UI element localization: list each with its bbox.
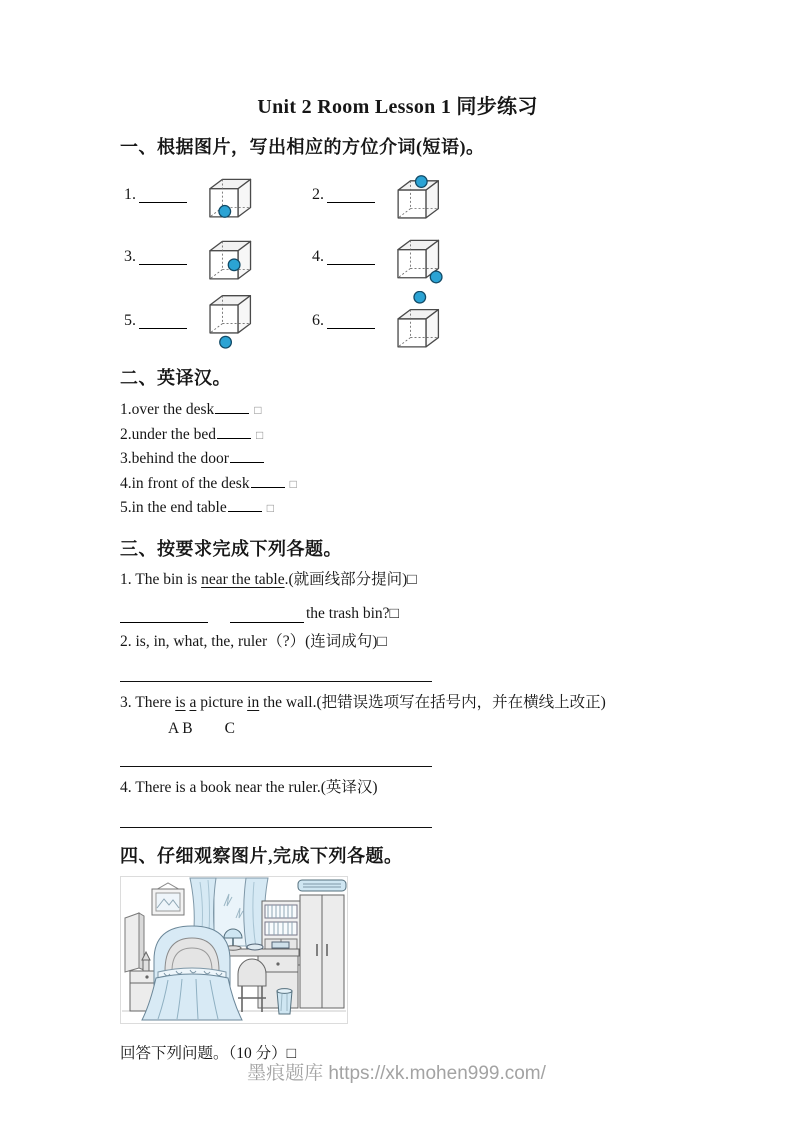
cube-exercise-item xyxy=(312,167,592,223)
question-text: the wall.(把错误选项写在括号内，并在横线上改正) xyxy=(259,693,606,711)
answer-blank xyxy=(327,313,375,329)
cube-exercise-item xyxy=(124,167,312,223)
preposition-cube-figure xyxy=(202,170,260,220)
trash-bin xyxy=(277,988,292,1013)
choice-labels xyxy=(168,720,675,738)
answer-blank xyxy=(217,423,251,439)
page-title: Unit 2 Room Lesson 1 同步练习 xyxy=(257,96,538,118)
answer-blank xyxy=(327,249,375,265)
question-text: 3. There xyxy=(120,693,176,711)
wardrobe xyxy=(300,895,344,1008)
item-text: 5.in the end table xyxy=(120,499,227,516)
answer-blank xyxy=(230,447,264,463)
answer-rule xyxy=(120,811,432,828)
answer-blank xyxy=(139,187,187,203)
preposition-cube-figure xyxy=(202,291,260,350)
underlined-word-a: is xyxy=(175,693,186,711)
item-text: 3.behind the door xyxy=(120,450,229,467)
question-text: .(就画线部分提问)□ xyxy=(284,570,417,588)
item-number: 5. xyxy=(124,311,136,329)
bowl xyxy=(247,944,263,950)
item-number: 6. xyxy=(312,311,324,329)
section1-heading: 一、根据图片，写出相应的方位介词(短语)。 xyxy=(120,137,485,157)
item-number: 2. xyxy=(312,186,324,203)
cube-exercise-item xyxy=(124,229,312,285)
answer-blank xyxy=(228,496,262,512)
section4-instruction: 回答下列问题。（10 分）□ xyxy=(120,1044,296,1062)
answer-blank xyxy=(120,607,208,623)
preposition-cube-figure xyxy=(390,291,448,350)
cube-exercise-item xyxy=(312,229,592,285)
answer-blank xyxy=(215,398,249,414)
placeholder-box: □ xyxy=(254,403,262,417)
list-item xyxy=(120,398,675,423)
placeholder-box: □ xyxy=(255,427,264,442)
question-2: 2. is, in, what, the, ruler（?）(连词成句)□ xyxy=(120,632,387,650)
preposition-cube-figure xyxy=(390,170,448,221)
answer-blank xyxy=(139,249,187,265)
underlined-phrase: near the table xyxy=(201,570,285,588)
footer-watermark: 墨痕题库 https://xk.mohen999.com/ xyxy=(247,1063,546,1084)
list-item xyxy=(120,472,675,497)
label-ab: A B xyxy=(168,719,193,737)
list-item xyxy=(120,496,675,521)
answer-rule xyxy=(120,750,432,767)
answer-blank xyxy=(327,187,375,203)
preposition-cube-figure xyxy=(202,232,260,282)
answer-blank xyxy=(251,472,285,488)
cube-exercise-item xyxy=(312,291,592,350)
placeholder-box: □ xyxy=(289,476,297,491)
item-number: 4. xyxy=(312,248,324,265)
air-conditioner xyxy=(298,880,346,891)
underlined-word-c: in xyxy=(247,693,260,711)
section4-heading: 四、仔细观察图片,完成下列各题。 xyxy=(120,845,403,866)
placeholder-box: □ xyxy=(266,501,274,515)
door xyxy=(125,913,144,972)
section3-heading: 三、按要求完成下列各题。 xyxy=(120,538,342,559)
preposition-cube-figure xyxy=(390,231,448,284)
question-text: 1. The bin is xyxy=(120,570,202,588)
underlined-word-b: a xyxy=(189,693,197,711)
section2-list xyxy=(120,398,675,521)
item-text: 1.over the desk xyxy=(120,401,215,418)
label-c: C xyxy=(224,719,235,737)
item-text: 4.in front of the desk xyxy=(120,474,250,492)
room-illustration-wrap xyxy=(120,876,675,1029)
question-3: 3. There is a picture in the wall.(把错误选项写在括号内，并在横线上改正) xyxy=(120,693,606,711)
question-1-answer-row xyxy=(120,605,675,623)
question-4: 4. There is a book near the ruler.(英译汉) xyxy=(120,778,378,796)
cube-exercise-grid xyxy=(124,167,675,350)
question-1 xyxy=(120,569,675,591)
item-number: 3. xyxy=(124,248,136,265)
list-item xyxy=(120,423,675,448)
section2-heading: 二、英译汉。 xyxy=(120,368,231,388)
item-number: 1. xyxy=(124,186,136,203)
book-stack xyxy=(272,942,289,948)
cube-exercise-item xyxy=(124,291,312,350)
answer-rule xyxy=(120,665,432,682)
item-text: 2.under the bed xyxy=(120,425,216,443)
answer-blank xyxy=(230,607,304,623)
answer-suffix: the trash bin?□ xyxy=(306,604,399,622)
list-item xyxy=(120,447,675,472)
answer-blank xyxy=(139,313,187,329)
room-illustration xyxy=(120,876,348,1024)
